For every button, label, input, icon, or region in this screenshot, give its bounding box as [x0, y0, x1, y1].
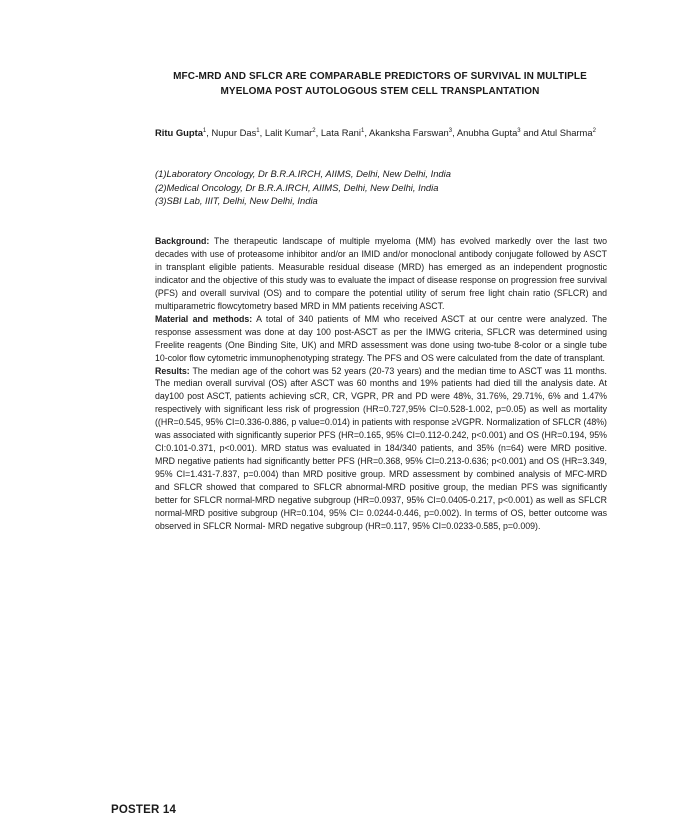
author-affiliation-number: 3 — [517, 128, 521, 134]
author — [265, 127, 321, 138]
author-separator: , — [259, 127, 265, 138]
background-text: The therapeutic landscape of multiple myeloma (MM) has evolved markedly over the last two decades with use of proteasome inhibitor and/or an IMID and/or monoclonal antibody conjugate followed by ASCT in transplant eligible patients. Measurable residual disease (MRD) has emerged as an independent prognostic indicator and the objective of this study was to evaluate the impact of disease response on progression free survival (PFS) and overall survival (OS) and to compare the potential utility of serum free light chain ratio (SFLCR) and multiparametric flowcytometry based MRD in MM patients receiving ASCT. — [155, 236, 607, 311]
author — [211, 127, 264, 138]
methods-text: A total of 340 patients of MM who received ASCT at our centre were analyzed. The response assessment was done at day 100 post-ASCT as per the IMWG criteria, SFLCR was determined using Freelite reagents (One Binding Site, UK) and MRD assessment was done using two-tube 8-color or a single tube 10-color flow cytometric immunophenotyping strategy. The PFS and OS were calculated from the date of transplant. — [155, 313, 607, 363]
author-affiliation-number: 2 — [592, 128, 596, 134]
author-affiliation-number: 1 — [202, 128, 207, 134]
author-list — [155, 126, 605, 140]
author — [321, 127, 369, 138]
author — [457, 127, 541, 138]
paper-title — [150, 69, 610, 99]
author-name: Lalit Kumar — [264, 127, 313, 138]
author — [541, 127, 596, 138]
abstract-body — [155, 235, 607, 533]
author — [369, 127, 457, 138]
author-separator: , — [206, 127, 212, 138]
author-affiliation-number: 2 — [312, 128, 316, 134]
author — [155, 127, 211, 138]
methods-heading: Material and methods: — [155, 313, 253, 324]
title-line-2: MYELOMA POST AUTOLOGOUS STEM CELL TRANSPLANTATION — [220, 86, 540, 97]
author-separator: , — [315, 127, 321, 138]
background-paragraph — [155, 235, 607, 313]
author-separator: and — [520, 127, 541, 138]
affiliation-list — [155, 167, 605, 208]
author-name: Anubha Gupta — [456, 127, 518, 138]
results-heading: Results: — [155, 365, 190, 376]
author-separator: , — [364, 127, 370, 138]
author-name: Akanksha Farswan — [369, 127, 449, 138]
author-name: Nupur Das — [211, 127, 257, 138]
author-name: Ritu Gupta — [155, 127, 203, 138]
author-affiliation-number: 1 — [360, 128, 365, 134]
author-affiliation-number: 1 — [256, 128, 260, 134]
results-paragraph — [155, 365, 607, 533]
affiliation: (2)Medical Oncology, Dr B.R.A.IRCH, AIIMS, Delhi, New Delhi, India — [155, 181, 439, 193]
poster-number: POSTER 14 — [111, 804, 177, 816]
background-heading: Background: — [155, 236, 210, 246]
author-affiliation-number: 3 — [448, 128, 453, 134]
results-text: The median age of the cohort was 52 years (20-73 years) and the median time to ASCT was 11 months. The median overall survival (OS) after ASCT was 60 months and 19% patients had died till the analysis date. At day100 post ASCT, patients achieving sCR, CR, VGPR, PR and PD were 48%, 31.76%, 29.71%, 6% and 1.47% respectively with significant less risk of progression (HR=0.727,95% CI=0.528-1.002, p=0.05) as well as mortality ((HR=0.545, 95% CI=0.336-0.886, p value=0.014) in patients with response ≥VGPR. Normalization of SFLCR (48%) was associated with significantly superior PFS (HR=0.165, 95% CI=0.112-0.242, p<0.001) and OS (HR=0.194, 95% CI:0.101-0.371, p<0.001). MRD status was evaluated in 184/340 patients, and 35% (n=64) were MRD positive. MRD negative patients had significantly better PFS (HR=0.368, 95% CI=0.213-0.636; p<0.001) and OS (HR=3.349, 95% CI=1.431-7.837, p=0.004) than MRD positive group. MRD assessment by combined analysis of MFC-MRD and SFLCR showed that compared to SFLCR abnormal-MRD positive group, the median PFS was significantly better for SFLCR normal-MRD negative subgroup (HR=0.0937, 95% CI=0.0405-0.217, p<0.001) as well as SFLCR normal-MRD positive subgroup (HR=0.104, 95% CI= 0.0244-0.446, p=0.002). In terms of OS, better outcome was observed in SFLCR Normal- MRD negative subgroup (HR=0.117, 95% CI=0.0233-0.585, p=0.009). — [155, 365, 607, 531]
affiliation: (3)SBI Lab, IIIT, Delhi, New Delhi, India — [155, 195, 318, 207]
methods-paragraph — [155, 313, 607, 365]
title-line-1: MFC-MRD AND SFLCR ARE COMPARABLE PREDICTORS OF SURVIVAL IN MULTIPLE — [173, 71, 587, 82]
affiliation: (1)Laboratory Oncology, Dr B.R.A.IRCH, AIIMS, Delhi, New Delhi, India — [155, 168, 451, 179]
author-separator: , — [452, 127, 457, 138]
author-name: Lata Rani — [320, 127, 361, 138]
author-name: Atul Sharma — [540, 127, 593, 138]
